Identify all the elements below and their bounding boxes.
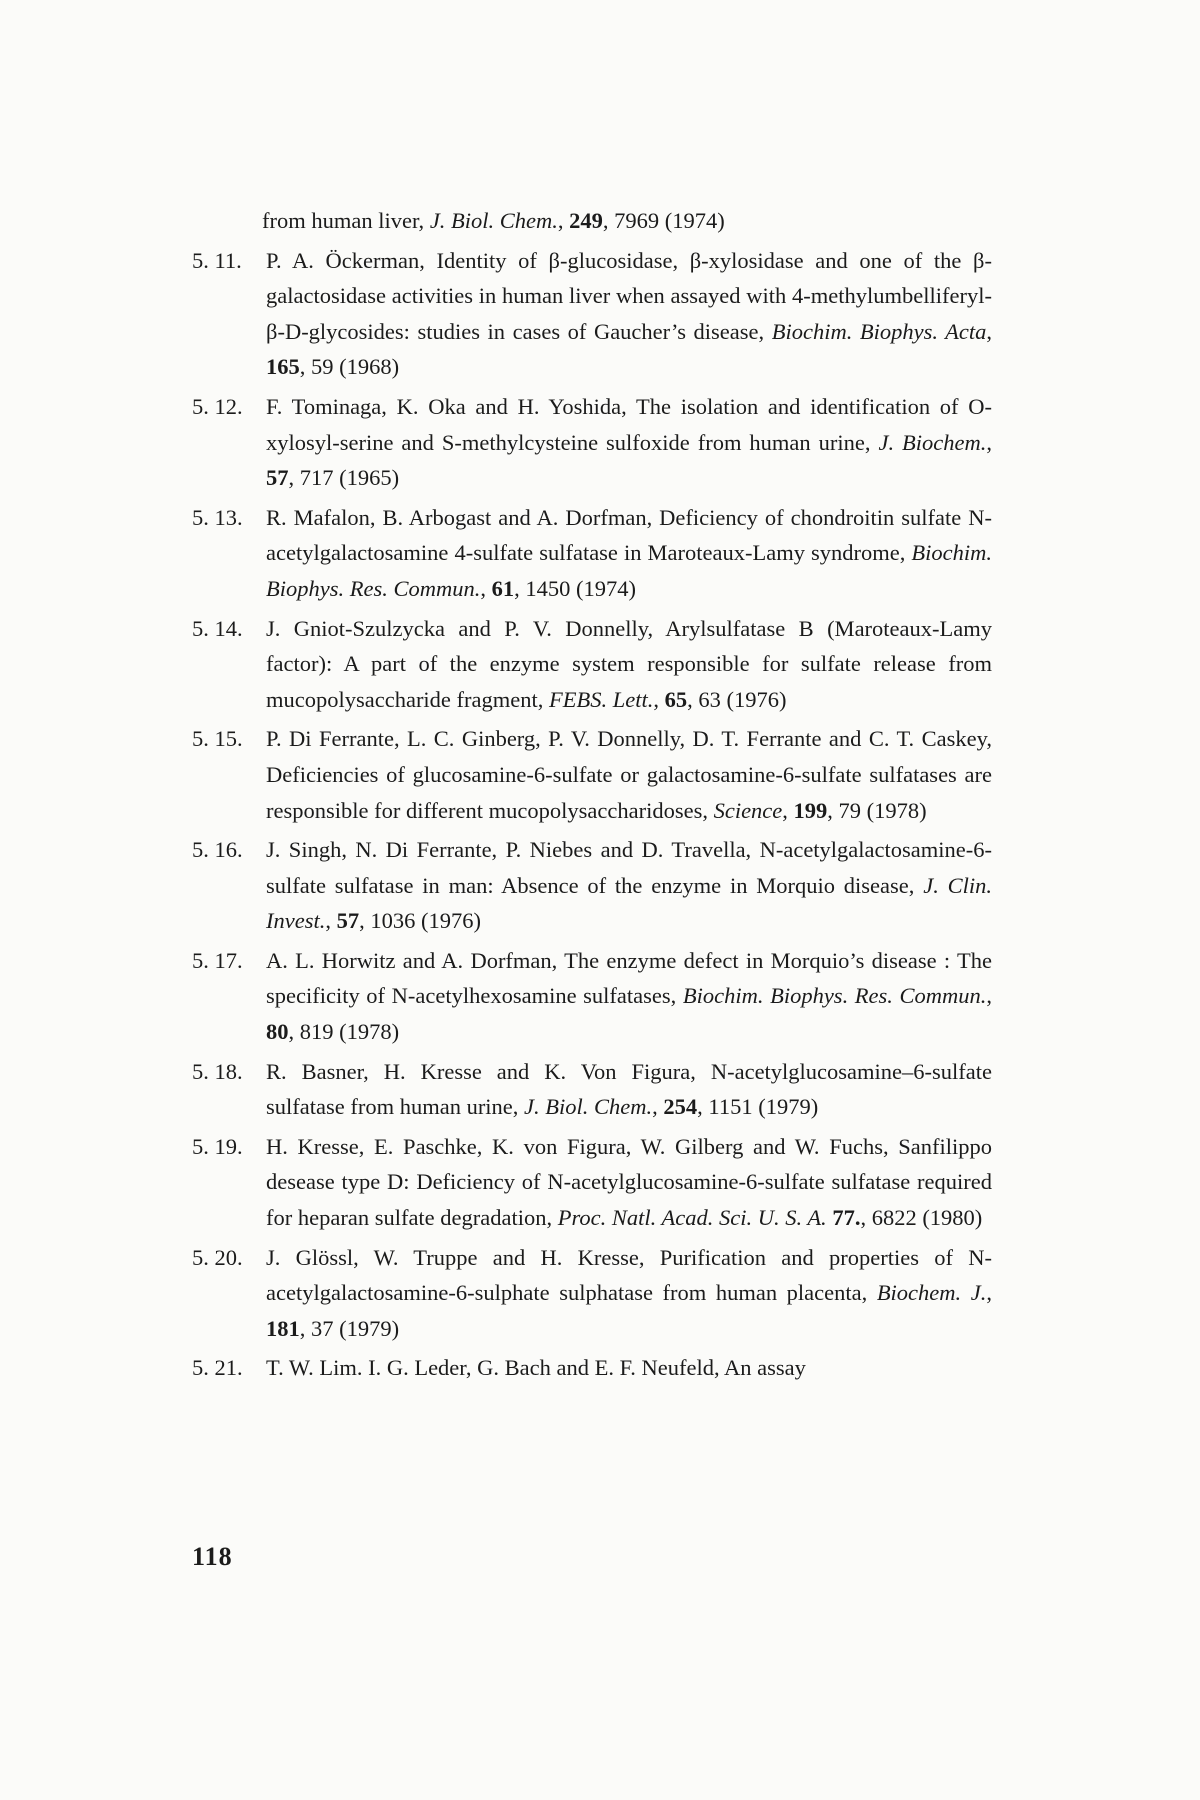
reference-text: from human liver, J. Biol. Chem., 249, 7969 (1974) <box>262 208 725 233</box>
reference-text: J. Singh, N. Di Ferrante, P. Niebes and D. Travella, N-acetylgalactosamine-6-sulfate sulfatase in man: Absence of the enzyme in Morquio disease, J. Clin. Invest., 57, 1036 (1976) <box>266 837 992 934</box>
reference-list <box>192 203 992 1390</box>
reference-text: R. Mafalon, B. Arbogast and A. Dorfman, Deficiency of chondroitin sulfate N-acetylgalactosamine 4-sulfate sulfatase in Maroteaux-Lamy syndrome, Biochim. Biophys. Res. Commun., 61, 1450 (1974) <box>266 504 992 601</box>
reference-number: 5. 19. <box>192 1133 243 1159</box>
reference-number: 5. 17. <box>192 947 243 973</box>
reference-number: 5. 21. <box>192 1355 243 1381</box>
reference-item <box>192 203 992 239</box>
reference-number: 5. 12. <box>192 393 243 419</box>
reference-item <box>192 389 992 496</box>
reference-number: 5. 13. <box>192 504 243 530</box>
reference-item <box>192 1129 992 1236</box>
reference-number: 5. 15. <box>192 726 243 752</box>
reference-number: 5. 14. <box>192 615 243 641</box>
reference-text: J. Gniot-Szulzycka and P. V. Donnelly, Arylsulfatase B (Maroteaux-Lamy factor): A part of the enzyme system responsible for sulfate release from mucopolysaccharide fragment, FEBS. Lett., 65, 63 (1976) <box>266 615 992 712</box>
reference-item <box>192 243 992 385</box>
reference-text: H. Kresse, E. Paschke, K. von Figura, W. Gilberg and W. Fuchs, Sanfilippo desease type D: Deficiency of N-acetylglucosamine-6-sulfate sulfatase required for heparan sulfate degradation, Proc. Natl. Acad. Sci. U. S. A. 77., 6822 (1980) <box>266 1133 992 1231</box>
reference-text: J. Glössl, W. Truppe and H. Kresse, Purification and properties of N-acetylgalactosamine-6-sulphate sulphatase from human placenta, Biochem. J., 181, 37 (1979) <box>266 1244 992 1341</box>
reference-number: 5. 18. <box>192 1058 243 1084</box>
reference-text: F. Tominaga, K. Oka and H. Yoshida, The isolation and identification of O-xylosyl-serine and S-methylcysteine sulfoxide from human urine, J. Biochem., 57, 717 (1965) <box>266 393 992 491</box>
reference-text: P. Di Ferrante, L. C. Ginberg, P. V. Donnelly, D. T. Ferrante and C. T. Caskey, Deficiencies of glucosamine-6-sulfate or galactosamine-6-sulfate sulfatases are responsible for different mucopolysaccharidoses, Science, 199, 79 (1978) <box>266 726 992 823</box>
reference-text: T. W. Lim. I. G. Leder, G. Bach and E. F. Neufeld, An assay <box>266 1355 806 1381</box>
reference-item <box>192 500 992 607</box>
reference-number: 5. 20. <box>192 1244 243 1270</box>
reference-item <box>192 1054 992 1125</box>
page-number: 118 <box>192 1542 233 1571</box>
reference-text: R. Basner, H. Kresse and K. Von Figura, N-acetylglucosamine–6-sulfate sulfatase from human urine, J. Biol. Chem., 254, 1151 (1979) <box>266 1058 992 1120</box>
reference-item <box>192 1350 992 1386</box>
reference-text: P. A. Öckerman, Identity of β-glucosidase, β-xylosidase and one of the β-galactosidase activities in human liver when assayed with 4-methylumbelliferyl-β-D-glycosides: studies in cases of Gaucher’s disease, Biochim. Biophys. Acta, 165, 59 (1968) <box>266 247 993 380</box>
reference-number: 5. 11. <box>192 247 242 273</box>
reference-item <box>192 1240 992 1347</box>
reference-number: 5. 16. <box>192 837 243 863</box>
reference-item <box>192 721 992 828</box>
reference-item <box>192 943 992 1050</box>
reference-item <box>192 832 992 939</box>
reference-text: A. L. Horwitz and A. Dorfman, The enzyme defect in Morquio’s disease : The specificity of N-acetylhexosamine sulfatases, Biochim. Biophys. Res. Commun., 80, 819 (1978) <box>266 947 992 1045</box>
reference-item <box>192 611 992 718</box>
